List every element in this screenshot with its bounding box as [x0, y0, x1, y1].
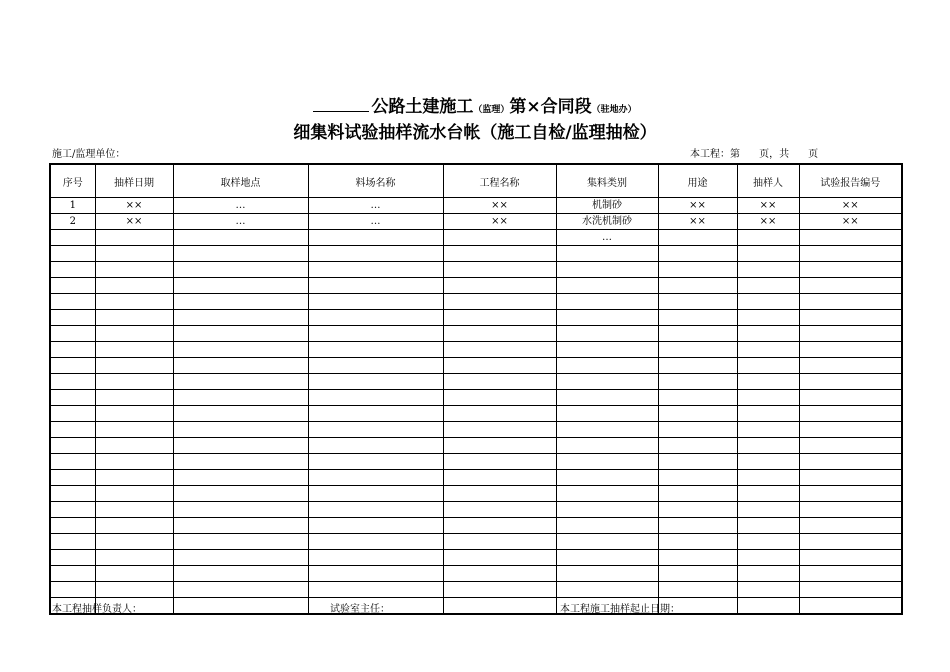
table-cell — [308, 566, 443, 582]
table-cell — [556, 390, 658, 406]
table-cell — [95, 390, 173, 406]
table-cell — [173, 582, 308, 598]
table-cell — [658, 534, 737, 550]
table-cell — [737, 342, 799, 358]
table-cell — [737, 566, 799, 582]
table-cell — [443, 502, 556, 518]
table-cell — [556, 470, 658, 486]
table-cell — [556, 310, 658, 326]
table-cell — [443, 230, 556, 246]
table-cell — [173, 294, 308, 310]
table-cell — [173, 230, 308, 246]
table-row — [50, 470, 902, 486]
table-cell — [95, 326, 173, 342]
table-cell — [737, 390, 799, 406]
table-cell: ×× — [658, 214, 737, 230]
table-cell — [556, 502, 658, 518]
table-cell — [443, 262, 556, 278]
table-cell — [737, 310, 799, 326]
table-cell — [173, 502, 308, 518]
table-cell — [658, 230, 737, 246]
table-cell: ×× — [443, 198, 556, 214]
table-cell: 1 — [50, 198, 95, 214]
document-title-line1 — [0, 92, 950, 117]
title-project-name: 公路土建施工 — [371, 97, 474, 117]
table-cell — [799, 358, 902, 374]
table-cell: ×× — [95, 198, 173, 214]
table-row — [50, 278, 902, 294]
table-cell — [799, 422, 902, 438]
table-cell — [556, 326, 658, 342]
table-cell — [737, 230, 799, 246]
table-cell — [737, 326, 799, 342]
table-cell — [737, 582, 799, 598]
table-cell — [737, 374, 799, 390]
table-cell — [658, 342, 737, 358]
table-cell — [658, 262, 737, 278]
table-cell — [556, 342, 658, 358]
table-cell — [737, 470, 799, 486]
table-cell — [173, 342, 308, 358]
table-cell — [308, 518, 443, 534]
table-cell — [799, 326, 902, 342]
title-resident-office-note: （驻地办） — [591, 105, 637, 115]
column-header: 用途 — [658, 164, 737, 198]
table-cell — [658, 422, 737, 438]
table-cell — [173, 262, 308, 278]
table-cell — [799, 246, 902, 262]
table-cell — [50, 374, 95, 390]
table-cell — [443, 598, 556, 615]
table-cell — [173, 534, 308, 550]
table-cell — [173, 310, 308, 326]
table-cell — [173, 518, 308, 534]
column-header: 工程名称 — [443, 164, 556, 198]
table-cell — [173, 566, 308, 582]
table-cell — [799, 374, 902, 390]
table-row — [50, 358, 902, 374]
table-cell — [737, 518, 799, 534]
table-cell — [799, 310, 902, 326]
table-cell — [95, 278, 173, 294]
table-cell — [658, 294, 737, 310]
table-cell — [50, 262, 95, 278]
table-cell — [95, 470, 173, 486]
table-cell — [556, 406, 658, 422]
table-cell — [443, 566, 556, 582]
table-cell — [443, 358, 556, 374]
table-cell — [50, 422, 95, 438]
table-cell — [658, 438, 737, 454]
table-row — [50, 326, 902, 342]
table-cell: 机制砂 — [556, 198, 658, 214]
table-cell — [95, 406, 173, 422]
table-cell — [308, 278, 443, 294]
table-cell — [308, 390, 443, 406]
table-cell — [799, 278, 902, 294]
table-cell — [799, 486, 902, 502]
table-cell — [799, 582, 902, 598]
table-row — [50, 534, 902, 550]
table-cell — [556, 518, 658, 534]
table-cell: … — [173, 214, 308, 230]
table-cell — [95, 534, 173, 550]
table-cell — [173, 374, 308, 390]
table-cell — [556, 582, 658, 598]
table-cell — [737, 598, 799, 615]
table-cell — [50, 502, 95, 518]
table-row — [50, 230, 902, 246]
table-cell — [737, 454, 799, 470]
table-cell — [658, 278, 737, 294]
table-cell — [95, 422, 173, 438]
table-cell — [95, 358, 173, 374]
table-cell — [443, 310, 556, 326]
table-cell — [799, 502, 902, 518]
table-cell — [737, 422, 799, 438]
table-row — [50, 550, 902, 566]
table-cell — [95, 550, 173, 566]
table-cell — [50, 566, 95, 582]
table-row — [50, 582, 902, 598]
table-cell — [95, 518, 173, 534]
table-cell — [50, 582, 95, 598]
table-row — [50, 502, 902, 518]
table-cell — [50, 390, 95, 406]
table-cell — [556, 294, 658, 310]
table-cell: ×× — [799, 214, 902, 230]
table-body — [50, 198, 902, 615]
table-row — [50, 454, 902, 470]
table-cell — [308, 342, 443, 358]
table-cell — [799, 262, 902, 278]
page-label: 本工程：第 页，共 页 — [690, 149, 819, 160]
table-row — [50, 262, 902, 278]
table-cell — [308, 470, 443, 486]
table-row — [50, 374, 902, 390]
table-cell — [173, 246, 308, 262]
table-cell — [658, 566, 737, 582]
table-cell — [737, 534, 799, 550]
table-cell — [658, 454, 737, 470]
table-cell: 水洗机制砂 — [556, 214, 658, 230]
table-cell — [50, 454, 95, 470]
table-cell — [799, 598, 902, 615]
table-cell — [95, 230, 173, 246]
title-supervision-note: （监理） — [473, 105, 510, 115]
table-cell — [658, 486, 737, 502]
table-cell — [737, 502, 799, 518]
table-cell — [308, 438, 443, 454]
table-cell — [95, 342, 173, 358]
table-cell — [50, 358, 95, 374]
column-header: 试验报告编号 — [799, 164, 902, 198]
table-cell — [173, 422, 308, 438]
table-cell — [308, 534, 443, 550]
table-cell — [173, 486, 308, 502]
table-cell — [50, 278, 95, 294]
table-cell — [443, 534, 556, 550]
table-cell — [95, 486, 173, 502]
table-cell: ×× — [737, 214, 799, 230]
table-cell — [737, 358, 799, 374]
table-cell — [556, 374, 658, 390]
table-cell — [658, 374, 737, 390]
table-row — [50, 422, 902, 438]
table-cell — [50, 230, 95, 246]
table-cell — [50, 310, 95, 326]
table-header-row — [50, 164, 902, 198]
table-cell — [658, 502, 737, 518]
column-header: 序号 — [50, 164, 95, 198]
table-cell — [95, 294, 173, 310]
table-cell — [173, 598, 308, 615]
table-cell — [443, 550, 556, 566]
table-cell — [443, 342, 556, 358]
table-cell — [173, 438, 308, 454]
table-cell — [737, 438, 799, 454]
column-header: 取样地点 — [173, 164, 308, 198]
table-cell — [556, 486, 658, 502]
table-cell — [95, 454, 173, 470]
table-cell — [308, 326, 443, 342]
table-cell — [443, 518, 556, 534]
unit-label: 施工/监理单位： — [52, 149, 126, 160]
table-cell — [443, 326, 556, 342]
table-cell — [799, 230, 902, 246]
table-cell: … — [308, 214, 443, 230]
table-cell — [308, 582, 443, 598]
table-cell — [737, 246, 799, 262]
table-cell — [658, 326, 737, 342]
table-cell — [50, 518, 95, 534]
table-cell: … — [173, 198, 308, 214]
table-cell — [95, 246, 173, 262]
table-cell — [308, 358, 443, 374]
table-cell — [308, 262, 443, 278]
table-cell — [50, 550, 95, 566]
table-cell: … — [308, 198, 443, 214]
table-cell — [556, 550, 658, 566]
column-header: 抽样人 — [737, 164, 799, 198]
table-cell — [95, 438, 173, 454]
table-row — [50, 486, 902, 502]
table-cell — [443, 406, 556, 422]
table-cell — [443, 246, 556, 262]
table-cell — [95, 502, 173, 518]
table-cell — [658, 246, 737, 262]
table-cell — [50, 246, 95, 262]
table-cell — [556, 438, 658, 454]
table-cell — [443, 278, 556, 294]
table-cell — [308, 374, 443, 390]
table-cell — [799, 342, 902, 358]
table-cell — [443, 374, 556, 390]
table-cell — [443, 438, 556, 454]
sampling-ledger-table — [49, 163, 903, 615]
table-cell — [737, 486, 799, 502]
title-blank-underline — [313, 97, 369, 112]
table-cell — [308, 550, 443, 566]
table-row — [50, 214, 902, 230]
table-cell — [50, 342, 95, 358]
table-cell — [308, 230, 443, 246]
table-cell — [95, 566, 173, 582]
table-cell — [173, 278, 308, 294]
table-cell — [173, 358, 308, 374]
sampler-lead-label: 本工程抽样负责人： — [52, 604, 142, 615]
table-cell: ×× — [799, 198, 902, 214]
table-cell: ×× — [658, 198, 737, 214]
table-row — [50, 390, 902, 406]
table-cell — [50, 438, 95, 454]
table-cell — [173, 454, 308, 470]
table-cell — [799, 566, 902, 582]
table-cell — [173, 550, 308, 566]
table-cell — [658, 358, 737, 374]
table-cell — [95, 262, 173, 278]
table-cell — [308, 502, 443, 518]
table-cell — [50, 294, 95, 310]
date-range-label: 本工程施工抽样起止日期： — [560, 604, 680, 615]
table-cell — [308, 246, 443, 262]
table-cell: ×× — [95, 214, 173, 230]
table-cell — [308, 310, 443, 326]
table-cell — [658, 582, 737, 598]
table-cell — [556, 358, 658, 374]
table-cell — [556, 246, 658, 262]
table-row — [50, 438, 902, 454]
table-cell — [173, 470, 308, 486]
table-row — [50, 198, 902, 214]
table-cell — [799, 438, 902, 454]
table-cell — [658, 406, 737, 422]
table-cell — [556, 278, 658, 294]
title-contract-section: 第×合同段 — [509, 97, 592, 117]
table-cell — [443, 454, 556, 470]
table-cell — [799, 534, 902, 550]
table-cell: 2 — [50, 214, 95, 230]
table-cell — [443, 470, 556, 486]
table-cell — [443, 390, 556, 406]
table-cell — [556, 566, 658, 582]
table-cell — [556, 262, 658, 278]
table-cell — [50, 534, 95, 550]
table-cell — [308, 486, 443, 502]
table-cell — [737, 406, 799, 422]
table-cell: … — [556, 230, 658, 246]
column-header: 料场名称 — [308, 164, 443, 198]
table-cell — [308, 406, 443, 422]
table-cell — [556, 454, 658, 470]
table-cell — [799, 454, 902, 470]
table-cell — [443, 582, 556, 598]
table-cell — [95, 374, 173, 390]
table-cell — [658, 390, 737, 406]
table-cell — [658, 550, 737, 566]
table-row — [50, 310, 902, 326]
column-header: 集料类别 — [556, 164, 658, 198]
document-title-line2: 细集料试验抽样流水台帐（施工自检/监理抽检） — [293, 123, 657, 143]
table-row — [50, 294, 902, 310]
table-cell — [556, 422, 658, 438]
table-cell — [556, 534, 658, 550]
table-cell — [799, 390, 902, 406]
table-cell — [173, 326, 308, 342]
table-cell — [799, 294, 902, 310]
table-cell — [95, 310, 173, 326]
table-row — [50, 518, 902, 534]
table-cell — [658, 470, 737, 486]
table-cell — [799, 406, 902, 422]
table-row — [50, 246, 902, 262]
table-cell — [737, 294, 799, 310]
table-cell — [173, 390, 308, 406]
table-cell — [658, 518, 737, 534]
table-row — [50, 342, 902, 358]
table-row — [50, 566, 902, 582]
table-cell — [799, 550, 902, 566]
table-cell — [658, 310, 737, 326]
table-cell — [50, 486, 95, 502]
lab-director-label: 试验室主任： — [330, 604, 390, 615]
table-cell — [95, 582, 173, 598]
table-cell — [50, 326, 95, 342]
table-cell — [308, 294, 443, 310]
table-row — [50, 406, 902, 422]
table-cell — [50, 406, 95, 422]
table-cell — [443, 294, 556, 310]
table-cell — [308, 454, 443, 470]
table-cell — [173, 406, 308, 422]
table-cell — [50, 470, 95, 486]
table-cell — [737, 262, 799, 278]
table-row — [50, 598, 902, 615]
table-cell: ×× — [443, 214, 556, 230]
table-cell — [737, 278, 799, 294]
table-cell — [799, 470, 902, 486]
table-cell — [799, 518, 902, 534]
table-cell — [443, 486, 556, 502]
table-cell — [443, 422, 556, 438]
column-header: 抽样日期 — [95, 164, 173, 198]
table-cell — [737, 550, 799, 566]
table-cell: ×× — [737, 198, 799, 214]
table-cell — [308, 422, 443, 438]
